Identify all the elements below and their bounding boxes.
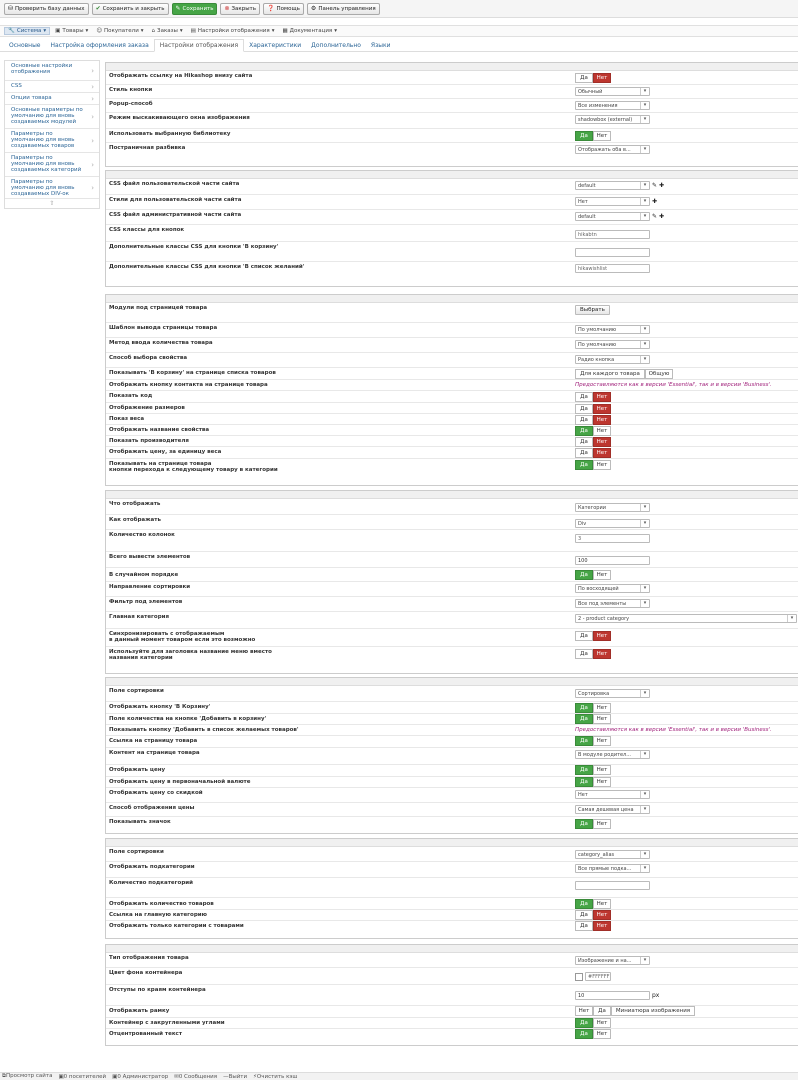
menu-orders[interactable]: ⌂ Заказы ▾ <box>151 28 183 34</box>
messages-link[interactable]: ✉0 Сообщения <box>174 1073 218 1080</box>
char-name-toggle[interactable]: Да Нет <box>575 426 611 436</box>
tab-checkout[interactable]: Настройка оформления заказа <box>50 42 149 49</box>
setting-row: Шаблон вывода страницы товара По умолчанию ▾ <box>106 323 798 338</box>
setting-row: Отцентрованный текст Да Нет <box>106 1029 798 1046</box>
database-icon: ⛁ <box>8 4 14 12</box>
chevron-right-icon: › <box>91 112 94 121</box>
manuf-toggle[interactable]: Да Нет <box>575 437 611 447</box>
sidebar-item[interactable]: Опции товара › <box>5 93 99 105</box>
setting-row: Всего вывести элементов 100 <box>106 552 798 568</box>
admins-count: ▣0 Администратор <box>112 1073 169 1080</box>
orig-price-toggle[interactable]: Да Нет <box>575 777 611 787</box>
sidebar-item[interactable]: Параметры по умолчанию для вновь создаваемых DIV-ок › <box>5 177 99 199</box>
setting-row: CSS файл административной части сайта default ▾ ✎ ✚ <box>106 210 798 225</box>
margins-input[interactable]: 10 <box>575 991 650 1000</box>
badge-toggle[interactable]: Да Нет <box>575 819 611 829</box>
color-swatch[interactable] <box>575 973 583 981</box>
panel-header <box>106 171 798 179</box>
setting-row: Показ веса Да Нет <box>106 414 798 425</box>
choose-modules-button[interactable]: Выбрать <box>575 305 610 315</box>
wrench-icon: 🔧 <box>8 28 15 34</box>
sidebar-item[interactable]: Основные настройки отображения › <box>5 61 99 81</box>
visitors-count: ▣0 посетителей <box>58 1073 107 1080</box>
template-select[interactable]: По умолчанию ▾ <box>575 325 650 334</box>
chevron-right-icon: › <box>91 136 94 145</box>
css-front-select[interactable]: default ▾ <box>575 181 650 190</box>
sort-select[interactable]: Сортировка ▾ <box>575 689 650 698</box>
setting-row: Отображать подкатегории Все прямые подка... ▾ <box>106 862 798 878</box>
panel-main-display <box>105 62 798 167</box>
setting-row: Фильтр под элементов Все под элементы ▾ <box>106 597 798 612</box>
chevron-right-icon: › <box>91 82 94 91</box>
setting-row: Цвет фона контейнера #FFFFFF <box>106 968 798 985</box>
add-icon[interactable]: ✚ <box>652 198 658 205</box>
setting-row: Отображать только категории с товарами Да Нет <box>106 921 798 939</box>
panel-header <box>106 295 798 303</box>
save-button[interactable]: ✎ Сохранить <box>172 3 218 15</box>
variant-select[interactable]: Радио кнопка ▾ <box>575 355 650 364</box>
show-link-toggle[interactable]: Да Нет <box>575 73 611 83</box>
nav-toggle[interactable]: Да Нет <box>575 460 611 470</box>
unit-price-toggle[interactable]: Да Нет <box>575 448 611 458</box>
setting-row: Отображать цену, за единицу веса Да Нет <box>106 447 798 459</box>
setting-row: Постраничная разбивка Отображать оба в... ▾ <box>106 143 798 167</box>
sidebar-item[interactable]: Основные параметры по умолчанию для вновь создаваемых модулей › <box>5 105 99 129</box>
chevron-right-icon: › <box>91 94 94 103</box>
setting-row: В случайном порядке Да Нет <box>106 568 798 582</box>
setting-row: Показывать кнопку 'Добавить в список желаемых товаров' Предоставляются как в версии 'Essential', так и в версии 'Business'. <box>106 725 798 736</box>
cart-icon: ⌂ <box>151 28 156 34</box>
sync-toggle[interactable]: Да Нет <box>575 631 611 641</box>
setting-row: Отображение размеров Да Нет <box>106 403 798 414</box>
setting-row: Модули под страницей товара Выбрать <box>106 303 798 323</box>
setting-row: Отображать количество товаров Да Нет <box>106 898 798 910</box>
main-category-select[interactable]: 2 - product category ▾ <box>575 614 797 623</box>
setting-row: Как отображать Div ▾ <box>106 515 798 530</box>
setting-row: Использовать выбранную библиотеку Да Нет <box>106 129 798 143</box>
setting-row: Способ отображения цены Самая дешевая цена ▾ <box>106 803 798 817</box>
chevron-right-icon: › <box>91 183 94 192</box>
setting-row: CSS файл пользовательской части сайта default ▾ ✎ ✚ <box>106 179 798 195</box>
popup-mode-select[interactable]: shadowbox (external) ▾ <box>575 115 650 124</box>
panel-default-categories <box>105 838 798 939</box>
random-toggle[interactable]: Да Нет <box>575 570 611 580</box>
menu-docs[interactable]: ▦ Документация ▾ <box>282 28 338 34</box>
sidebar-item[interactable]: CSS › <box>5 81 99 93</box>
setting-row: Синхронизировать с отображаемым в данный момент товаром если это возможно Да Нет <box>106 629 798 647</box>
content-select[interactable]: В модуле родител... ▾ <box>575 750 650 759</box>
sidebar-item[interactable]: Параметры по умолчанию для вновь создаваемых категорий › <box>5 153 99 177</box>
setting-row: Ссылка на страницу товара Да Нет <box>106 736 798 748</box>
setting-row: Способ выбора свойства Радио кнопка ▾ <box>106 353 798 368</box>
centered-toggle[interactable]: Да Нет <box>575 1029 611 1039</box>
main-menu <box>0 25 798 37</box>
setting-row: Главная категория 2 - product category ▾ <box>106 612 798 629</box>
tab-features[interactable]: Характеристики <box>249 42 302 49</box>
help-icon: ❓ <box>267 4 275 12</box>
setting-row: Ссылка на главную категорию Да Нет <box>106 910 798 921</box>
css-back-select[interactable]: default ▾ <box>575 212 650 221</box>
panel-header <box>106 491 798 499</box>
panel-product-options <box>105 294 798 486</box>
menu-display[interactable]: ▤ Настройки отображения ▾ <box>190 28 275 34</box>
setting-row: Показывать значок Да Нет <box>106 817 798 834</box>
setting-row: Стили для пользовательской части сайта Нет ▾ ✚ <box>106 195 798 210</box>
setting-row: Направление сортировки По восходящей ▾ <box>106 582 798 597</box>
bg-color-input[interactable]: #FFFFFF <box>585 972 611 981</box>
edit-icon[interactable]: ✎ <box>652 213 658 220</box>
cart-classes-input[interactable] <box>575 248 650 257</box>
setting-row: Что отображать Категории ▾ <box>106 499 798 515</box>
subcats-select[interactable]: Все прямые подка... ▾ <box>575 864 650 873</box>
setting-row: Используйте для заголовка название меню вместо названия категории Да Нет <box>106 647 798 674</box>
sidebar-collapse-icon[interactable]: ⇧ <box>49 200 55 207</box>
setting-row: Отображать цену в первоначальной валюте Да Нет <box>106 777 798 788</box>
setting-row: Отступы по краям контейнера 10 px <box>106 985 798 1006</box>
add-cart-list-toggle[interactable]: Для каждого товара Общую <box>575 369 673 379</box>
panel-css <box>105 170 798 287</box>
setting-row: Дополнительные классы CSS для кнопки 'В список желаний' hikawishlist <box>106 262 798 286</box>
add-icon[interactable]: ✚ <box>659 213 665 220</box>
wish-classes-input[interactable]: hikawishlist <box>575 264 650 273</box>
setting-row: Отображать кнопку 'В Корзину' Да Нет <box>106 702 798 714</box>
view-site-link[interactable]: ⧉Просмотр сайта <box>2 1073 53 1079</box>
close-icon: ⊗ <box>224 4 230 12</box>
edit-icon[interactable]: ✎ <box>652 182 658 189</box>
close-button[interactable]: ⊗ Закрыть <box>220 3 260 15</box>
setting-row: Popup-способ Все изменения ▾ <box>106 99 798 113</box>
setting-row: Отображать цену со скидкой Нет ▾ <box>106 788 798 803</box>
setting-row: CSS классы для кнопок hikabtn <box>106 225 798 242</box>
setting-row: Отображать ссылку на Hikashop внизу сайта Да Нет <box>106 71 798 85</box>
setting-row: Поле сортировки category_alias ▾ <box>106 847 798 862</box>
styles-front-select[interactable]: Нет ▾ <box>575 197 650 206</box>
panel-default-divs <box>105 944 798 1046</box>
filter-select[interactable]: Все под элементы ▾ <box>575 599 650 608</box>
sidebar-item[interactable]: Параметры по умолчанию для вновь создаваемых товаров › <box>5 129 99 153</box>
total-input[interactable]: 100 <box>575 556 650 565</box>
popup-select[interactable]: Все изменения ▾ <box>575 101 650 110</box>
tab-main[interactable]: Основные <box>9 42 41 49</box>
cols-input[interactable]: 3 <box>575 534 650 543</box>
use-lib-toggle[interactable]: Да Нет <box>575 131 611 141</box>
setting-row: Показать код Да Нет <box>106 391 798 403</box>
tab-languages[interactable]: Языки <box>370 42 391 49</box>
tab-display[interactable]: Настройки отображения <box>154 39 244 52</box>
setting-row: Режим выскакивающего окна изображения shadowbox (external) ▾ <box>106 113 798 129</box>
save-close-button[interactable]: ✔ Сохранить и закрыть <box>92 3 169 15</box>
weight-toggle[interactable]: Да Нет <box>575 415 611 425</box>
menu-customers[interactable]: ☺ Покупатели ▾ <box>96 28 144 34</box>
prod-count-toggle[interactable]: Да Нет <box>575 899 611 909</box>
only-with-toggle[interactable]: Да Нет <box>575 921 611 931</box>
discount-select[interactable]: Нет ▾ <box>575 790 650 799</box>
box-icon: ▣ <box>55 28 61 34</box>
setting-row: Дополнительные классы CSS для кнопки 'В корзину' <box>106 242 798 262</box>
add-icon[interactable]: ✚ <box>659 182 665 189</box>
check-db-button[interactable]: ⛁ Проверить базу данных <box>4 3 89 15</box>
clear-cache-link[interactable]: ⚡Очистить кэш <box>253 1073 298 1080</box>
setting-row: Показывать на странице товара кнопки перехода к следующему товару в категории Да Нет <box>106 459 798 486</box>
pagination-select[interactable]: Отображать оба в... ▾ <box>575 145 650 154</box>
main-link-toggle[interactable]: Да Нет <box>575 910 611 920</box>
menu-system[interactable]: 🔧 Система ▾ <box>4 27 50 35</box>
setting-row: Тип отображения товара Изображение и на... ▾ <box>106 953 798 968</box>
users-icon: ☺ <box>96 28 103 34</box>
button-style-select[interactable]: Обычный ▾ <box>575 87 650 96</box>
config-tabs <box>0 40 798 52</box>
rounded-toggle[interactable]: Да Нет <box>575 1018 611 1028</box>
sidebar <box>4 60 100 209</box>
dims-toggle[interactable]: Да Нет <box>575 404 611 414</box>
help-button[interactable]: ❓ Помощь <box>263 3 304 15</box>
menu-title-toggle[interactable]: Да Нет <box>575 649 611 659</box>
setting-row: Поле сортировки Сортировка ▾ <box>106 686 798 702</box>
setting-row: Отображать цену Да Нет <box>106 765 798 777</box>
panel-header <box>106 678 798 686</box>
setting-row: Отображать кнопку контакта на странице товара Предоставляются как в версии 'Essential', так и в версии 'Business'. <box>106 380 798 391</box>
tab-advanced[interactable]: Дополнительно <box>311 42 361 49</box>
menu-products[interactable]: ▣ Товары ▾ <box>55 28 89 34</box>
qty-method-select[interactable]: По умолчанию ▾ <box>575 340 650 349</box>
setting-row: Количество колонок 3 <box>106 530 798 552</box>
what-select[interactable]: Категории ▾ <box>575 503 650 512</box>
save-icon: ✎ <box>175 4 181 12</box>
subcount-input[interactable] <box>575 881 650 890</box>
how-select[interactable]: Div ▾ <box>575 519 650 528</box>
price-toggle[interactable]: Да Нет <box>575 765 611 775</box>
border-toggle[interactable]: Нет Да Миниатюра изображения <box>575 1006 695 1016</box>
code-toggle[interactable]: Да Нет <box>575 392 611 402</box>
panel-header <box>106 63 798 71</box>
edition-note: Предоставляются как в версии 'Essential', так и в версии 'Business'. <box>575 727 772 733</box>
css-buttons-input[interactable]: hikabtn <box>575 230 650 239</box>
panel-default-products <box>105 677 798 834</box>
setting-row: Показывать 'В корзину' на странице списка товаров Для каждого товара Общую <box>106 368 798 380</box>
setting-row: Показать производителя Да Нет <box>106 436 798 447</box>
order-dir-select[interactable]: По восходящей ▾ <box>575 584 650 593</box>
setting-row: Контейнер с закругленными углами Да Нет <box>106 1018 798 1029</box>
setting-row: Количество подкатегорий <box>106 878 798 898</box>
gear-icon: ⚙ <box>310 4 317 12</box>
setting-row: Метод ввода количества товара По умолчанию ▾ <box>106 338 798 353</box>
doc-icon: ▦ <box>282 28 288 34</box>
setting-row: Отображать рамку Нет Да Миниатюра изображения <box>106 1006 798 1018</box>
price-mode-select[interactable]: Самая дешевая цена ▾ <box>575 805 650 814</box>
setting-row: Стиль кнопки Обычный ▾ <box>106 85 798 99</box>
logout-link[interactable]: —Выйти <box>223 1073 248 1080</box>
cat-sort-select[interactable]: category_alias ▾ <box>575 850 650 859</box>
edition-note: Предоставляются как в версии 'Essential', так и в версии 'Business'. <box>575 382 772 388</box>
cart-button-toggle[interactable]: Да Нет <box>575 703 611 713</box>
setting-row: Контент на странице товара В модуле родител... ▾ <box>106 748 798 765</box>
setting-row: Поле количества на кнопке 'Добавить в корзину' Да Нет <box>106 714 798 725</box>
panel-header <box>106 839 798 847</box>
check-icon: ✔ <box>95 4 101 12</box>
panel-header <box>106 945 798 953</box>
setting-row: Отображать название свойства Да Нет <box>106 425 798 436</box>
control-panel-button[interactable]: ⚙ Панель управления <box>307 3 380 15</box>
display-icon: ▤ <box>190 28 196 34</box>
qty-field-toggle[interactable]: Да Нет <box>575 714 611 724</box>
toolbar <box>0 0 798 18</box>
status-bar <box>0 1072 798 1080</box>
chevron-right-icon: › <box>91 160 94 169</box>
link-toggle[interactable]: Да Нет <box>575 736 611 746</box>
chevron-right-icon: › <box>91 66 94 75</box>
div-type-select[interactable]: Изображение и на... ▾ <box>575 956 650 965</box>
panel-default-modules <box>105 490 798 674</box>
